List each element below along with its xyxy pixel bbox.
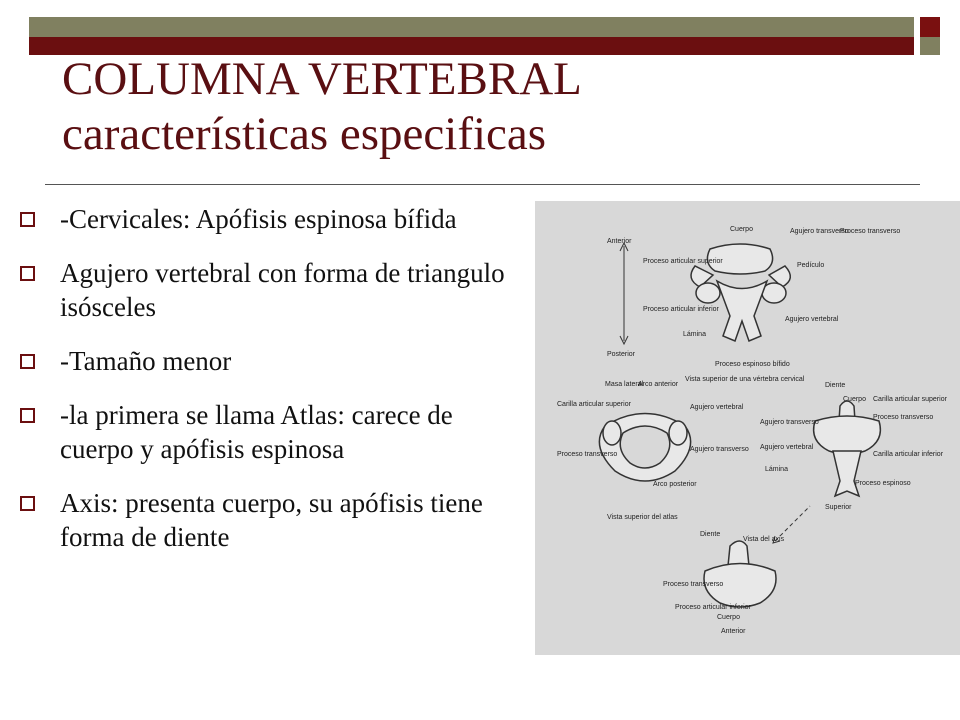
bullet-item xyxy=(20,256,520,324)
bullet-item xyxy=(20,344,520,378)
label-proceso-articular-superior: Proceso articular superior xyxy=(643,258,723,265)
bullet-item xyxy=(20,202,520,236)
label-proceso-espinoso-bifido: Proceso espinoso bífido xyxy=(715,361,790,368)
label-proceso-espinoso-axis: Proceso espinoso xyxy=(855,480,911,487)
label-proceso-transverso-lateral: Proceso transverso xyxy=(663,581,724,588)
label-agujero-transverso-atlas: Agujero transverso xyxy=(690,446,749,453)
bullet-item xyxy=(20,486,520,554)
label-agujero-vertebral: Agujero vertebral xyxy=(785,316,839,323)
square-bullet-icon xyxy=(20,354,35,369)
label-lamina: Lámina xyxy=(683,331,706,338)
label-carilla-articular-inferior-axis: Carilla articular inferior xyxy=(873,451,944,458)
label-cuerpo-lateral: Cuerpo xyxy=(717,614,740,621)
bullet-item xyxy=(20,398,520,466)
label-masa-lateral: Masa lateral xyxy=(605,381,644,388)
label-diente-lateral: Diente xyxy=(700,531,721,538)
label-proceso-transverso: Proceso transverso xyxy=(840,228,901,235)
label-agujero-vertebral-axis: Agujero vertebral xyxy=(760,444,814,451)
label-posterior: Posterior xyxy=(607,351,636,358)
label-carilla-articular-superior: Carilla articular superior xyxy=(557,401,631,408)
label-pediculo: Pedículo xyxy=(797,262,825,269)
bullet-list xyxy=(20,202,520,574)
label-superior: Superior xyxy=(825,504,852,511)
slide-title xyxy=(62,52,922,162)
label-anterior-lateral: Anterior xyxy=(721,628,746,635)
bullet-text: Agujero vertebral con forma de triangulo isósceles xyxy=(60,258,505,322)
label-lamina-axis: Lámina xyxy=(765,466,788,473)
top-decor-bar xyxy=(29,17,914,37)
label-agujero-transverso-axis: Agujero transverso xyxy=(760,419,819,426)
label-proceso-transverso-atlas: Proceso transverso xyxy=(557,451,618,458)
bullet-text: -la primera se llama Atlas: carece de cuerpo y apófisis espinosa xyxy=(60,400,453,464)
label-agujero-transverso: Agujero transverso xyxy=(790,228,849,235)
title-line-1: COLUMNA VERTEBRAL xyxy=(62,53,582,105)
caption-cervical: Vista superior de una vértebra cervical xyxy=(685,376,805,383)
square-bullet-icon xyxy=(20,496,35,511)
bullet-text: -Cervicales: Apófisis espinosa bífida xyxy=(60,204,457,234)
label-anterior: Anterior xyxy=(607,238,632,245)
label-arco-posterior: Arco posterior xyxy=(653,481,697,488)
label-cuerpo-axis: Cuerpo xyxy=(843,396,866,403)
label-vista-del-axis: Vista del axis xyxy=(743,536,785,543)
bullet-text: Axis: presenta cuerpo, su apófisis tiene forma de diente xyxy=(60,488,483,552)
label-proceso-articular-inferior: Proceso articular inferior xyxy=(643,306,719,313)
axis-lateral-drawing xyxy=(704,506,810,607)
title-divider xyxy=(45,184,920,185)
label-arco-anterior: Arco anterior xyxy=(638,381,679,388)
label-agujero-vertebral-atlas: Agujero vertebral xyxy=(690,404,744,411)
square-bullet-icon xyxy=(20,212,35,227)
square-bullet-icon xyxy=(20,266,35,281)
label-diente: Diente xyxy=(825,382,846,389)
label-proceso-transverso-axis: Proceso transverso xyxy=(873,414,934,421)
title-line-2: características especificas xyxy=(62,108,547,160)
vertebrae-illustration xyxy=(535,201,960,655)
label-proceso-articular-inferior-lateral: Proceso articular inferior xyxy=(675,604,751,611)
corner-square-olive xyxy=(920,37,940,55)
atlas-drawing xyxy=(599,414,690,482)
caption-atlas: Vista superior del atlas xyxy=(607,514,678,521)
label-carilla-articular-superior-axis: Carilla articular superior xyxy=(873,396,947,403)
square-bullet-icon xyxy=(20,408,35,423)
bullet-text: -Tamaño menor xyxy=(60,346,232,376)
corner-square-red xyxy=(920,17,940,37)
label-cuerpo: Cuerpo xyxy=(730,226,753,233)
